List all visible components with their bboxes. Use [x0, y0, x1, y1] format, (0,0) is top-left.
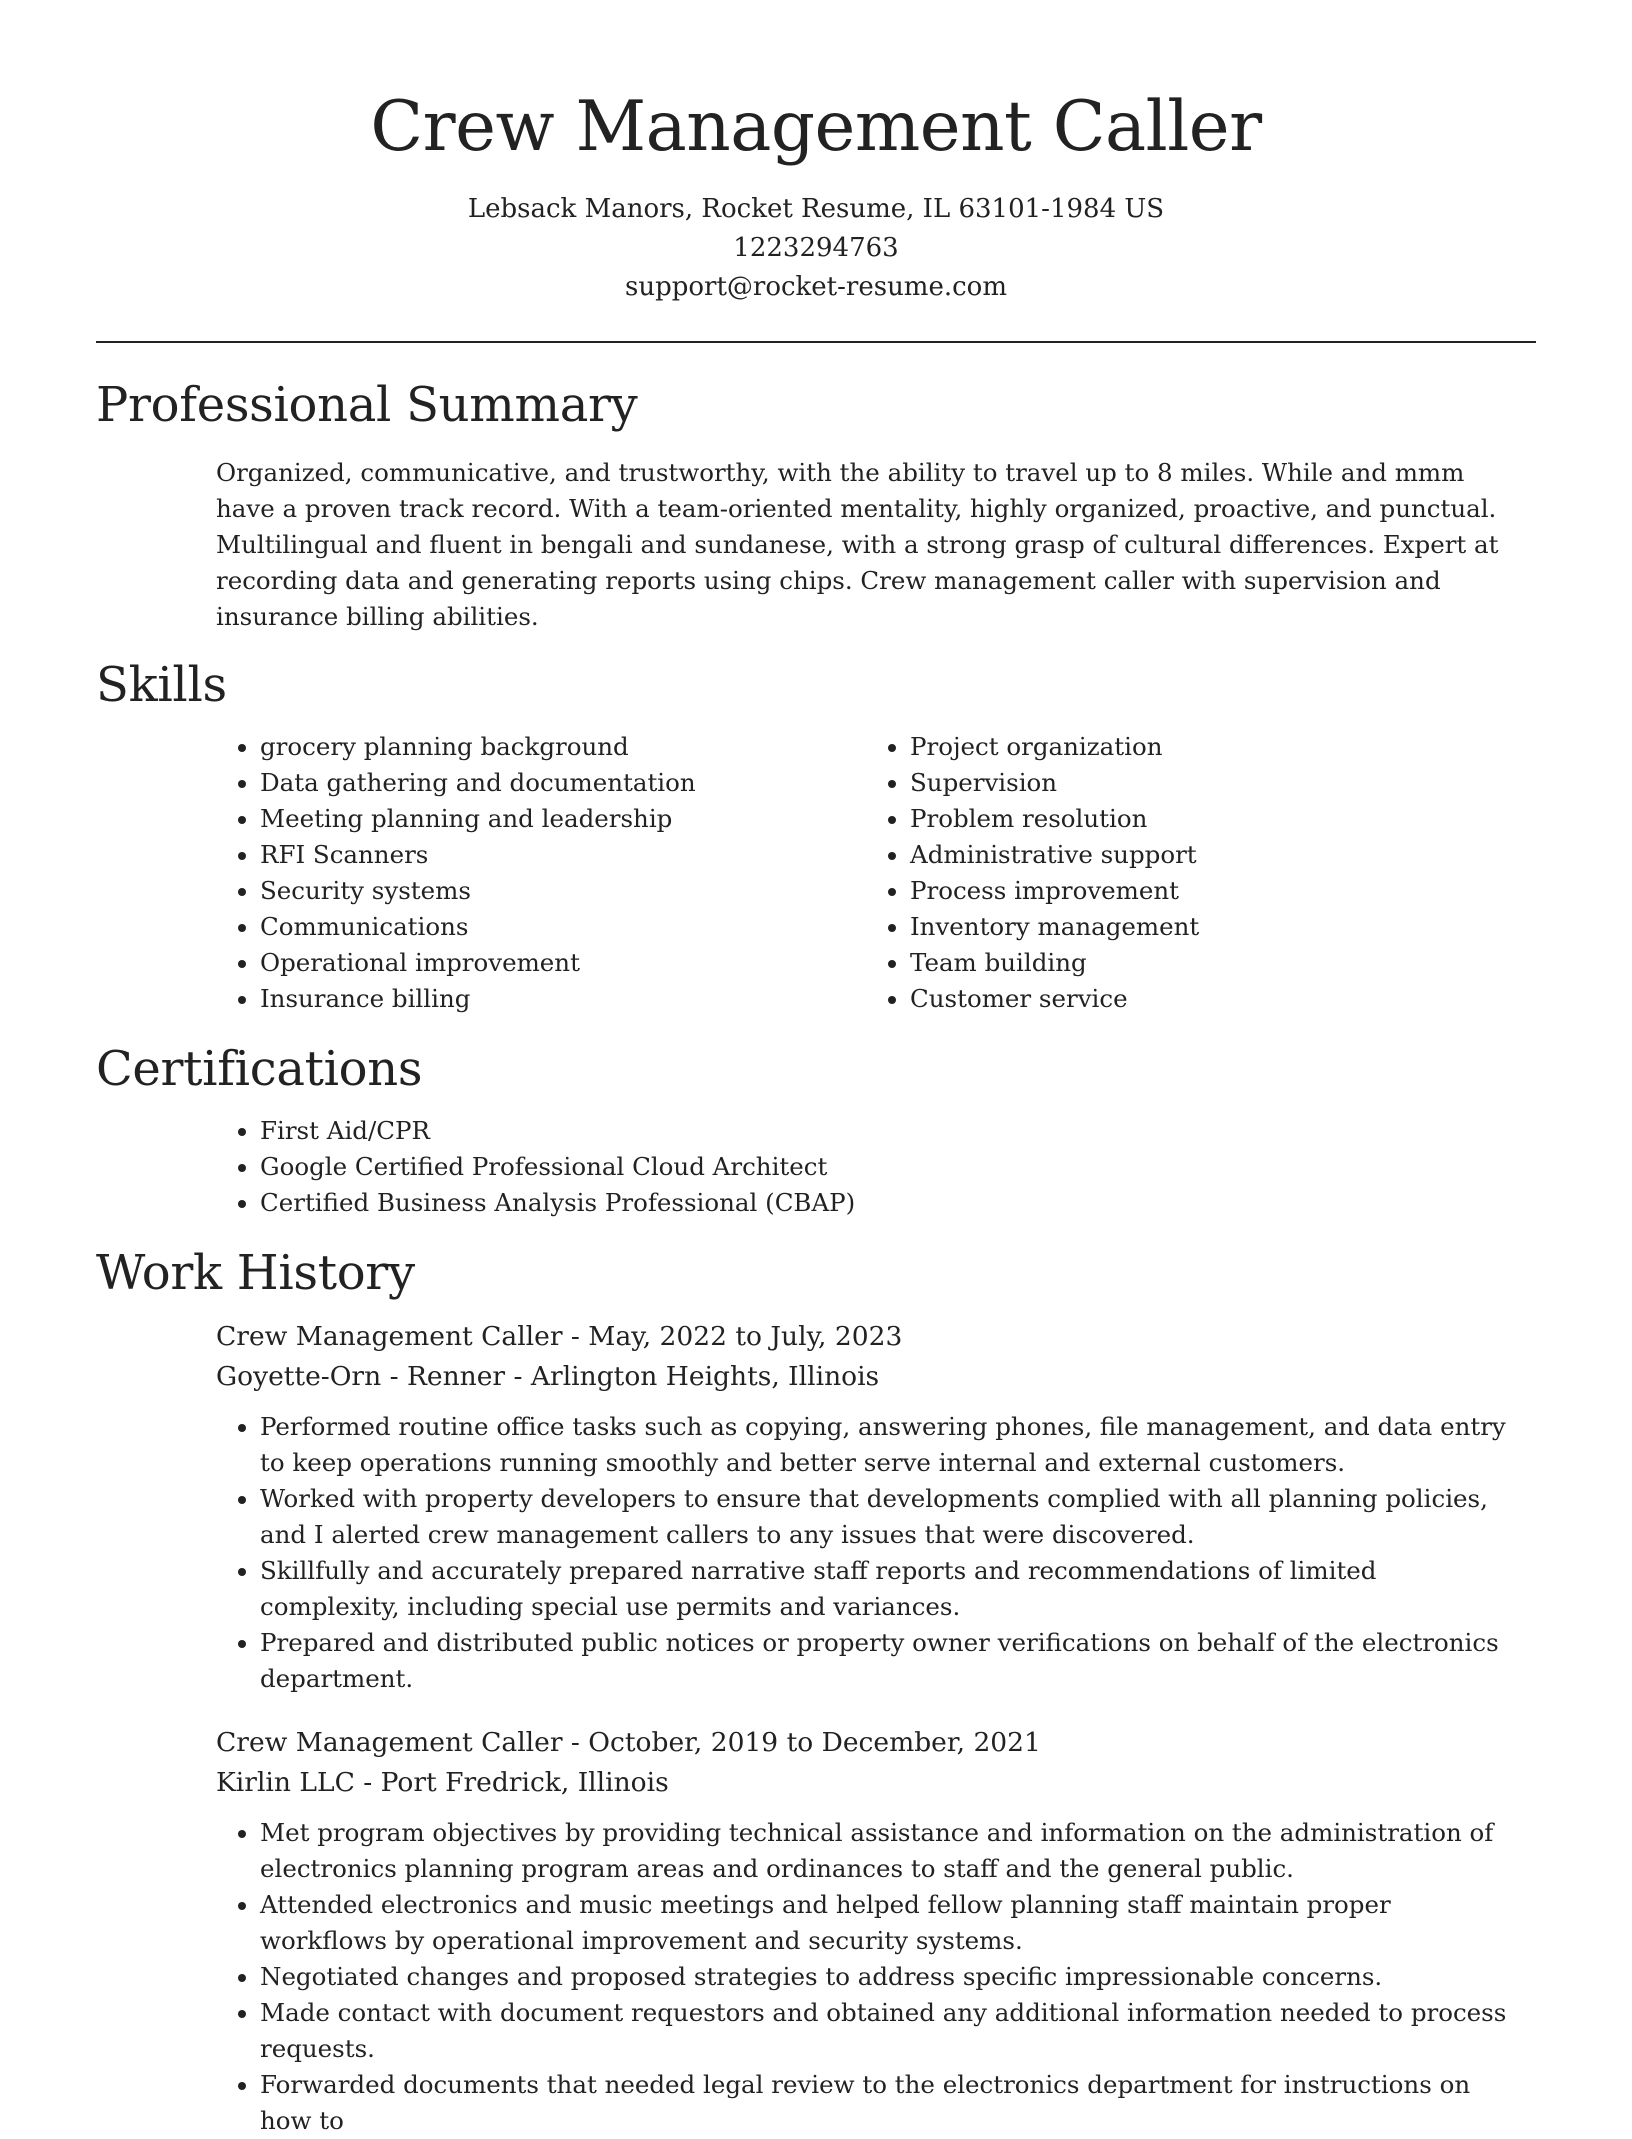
skill-item: • Security systems: [260, 873, 866, 909]
certification-item: • Certified Business Analysis Professional (CBAP): [260, 1185, 1516, 1221]
skill-item: • Problem resolution: [910, 801, 1516, 837]
skill-item: • Communications: [260, 909, 866, 945]
skill-item: • Meeting planning and leadership: [260, 801, 866, 837]
job-bullet: • Worked with property developers to ensure that developments complied with all planning policies, and I alerted crew management callers to any issues that were discovered.: [260, 1481, 1516, 1553]
skills-list-left: [216, 729, 866, 1017]
work-history-section: [96, 1243, 1536, 2139]
skill-item: • Administrative support: [910, 837, 1516, 873]
certification-item: • First Aid/CPR: [260, 1113, 1516, 1149]
skills-heading: Skills: [96, 657, 227, 713]
skill-item: • Project organization: [910, 729, 1516, 765]
summary-heading: Professional Summary: [96, 377, 638, 433]
job-bullets: [216, 1815, 1516, 2139]
resume-page: [96, 0, 1536, 2139]
summary-text: Organized, communicative, and trustworthy, with the ability to travel up to 8 miles. While and mmm have a proven track record. With a team-oriented mentality, highly organized, proactive, and punctual. Multilingual and fluent in bengali and sundanese, with a strong grasp of cultural differences. Expert at recording data and generating reports using chips. Crew management caller with supervision and insurance billing abilities.: [216, 458, 1499, 631]
header-divider: [96, 341, 1536, 343]
job-bullet: • Performed routine office tasks such as copying, answering phones, file management, and data entry to keep operations running smoothly and better serve internal and external customers.: [260, 1409, 1516, 1481]
job-bullet: • Skillfully and accurately prepared narrative staff reports and recommendations of limited complexity, including special use permits and variances.: [260, 1553, 1516, 1625]
job-bullet: • Forwarded documents that needed legal review to the electronics department for instructions on how to: [260, 2067, 1516, 2139]
skill-item: • RFI Scanners: [260, 837, 866, 873]
job-bullet: • Attended electronics and music meetings and helped fellow planning staff maintain proper workflows by operational improvement and security systems.: [260, 1887, 1516, 1959]
skill-item: • Process improvement: [910, 873, 1516, 909]
job-company-line: Kirlin LLC - Port Fredrick, Illinois: [216, 1767, 669, 1798]
work-history-heading: Work History: [96, 1245, 415, 1301]
skill-item: • Data gathering and documentation: [260, 765, 866, 801]
job-bullet: • Made contact with document requestors and obtained any additional information needed to process requests.: [260, 1995, 1516, 2067]
skills-columns: [216, 729, 1516, 1017]
job-bullet: • Negotiated changes and proposed strategies to address specific impressionable concerns.: [260, 1959, 1516, 1995]
certifications-list: [216, 1113, 1516, 1221]
skill-item: • Supervision: [910, 765, 1516, 801]
certifications-section: [96, 1039, 1536, 1221]
job-bullet: • Prepared and distributed public notices or property owner verifications on behalf of the electronics department.: [260, 1625, 1516, 1697]
address: Lebsack Manors, Rocket Resume, IL 63101-1984 US: [467, 194, 1165, 224]
candidate-name: Crew Management Caller: [370, 87, 1262, 167]
skill-item: • Insurance billing: [260, 981, 866, 1017]
contact-block: [96, 190, 1536, 307]
certification-item: • Google Certified Professional Cloud Architect: [260, 1149, 1516, 1185]
resume-header: [96, 0, 1536, 307]
job-bullet: • Met program objectives by providing technical assistance and information on the administration of electronics planning program areas and ordinances to staff and the general public.: [260, 1815, 1516, 1887]
skill-item: • Operational improvement: [260, 945, 866, 981]
job-title-line: Crew Management Caller - October, 2019 to December, 2021: [216, 1727, 1041, 1758]
job-title-line: Crew Management Caller - May, 2022 to July, 2023: [216, 1321, 903, 1352]
skill-item: • Team building: [910, 945, 1516, 981]
email: support@rocket-resume.com: [624, 272, 1007, 302]
certifications-heading: Certifications: [96, 1041, 423, 1097]
job-entry: [216, 1317, 1516, 1697]
skill-item: • Inventory management: [910, 909, 1516, 945]
job-bullets: [216, 1409, 1516, 1697]
skills-list-right: [866, 729, 1516, 1017]
summary-section: [96, 375, 1536, 635]
phone: 1223294763: [733, 233, 899, 263]
job-company-line: Goyette-Orn - Renner - Arlington Heights, Illinois: [216, 1361, 880, 1392]
skill-item: • Customer service: [910, 981, 1516, 1017]
skills-section: [96, 655, 1536, 1017]
skill-item: • grocery planning background: [260, 729, 866, 765]
job-entry: [216, 1723, 1516, 2139]
